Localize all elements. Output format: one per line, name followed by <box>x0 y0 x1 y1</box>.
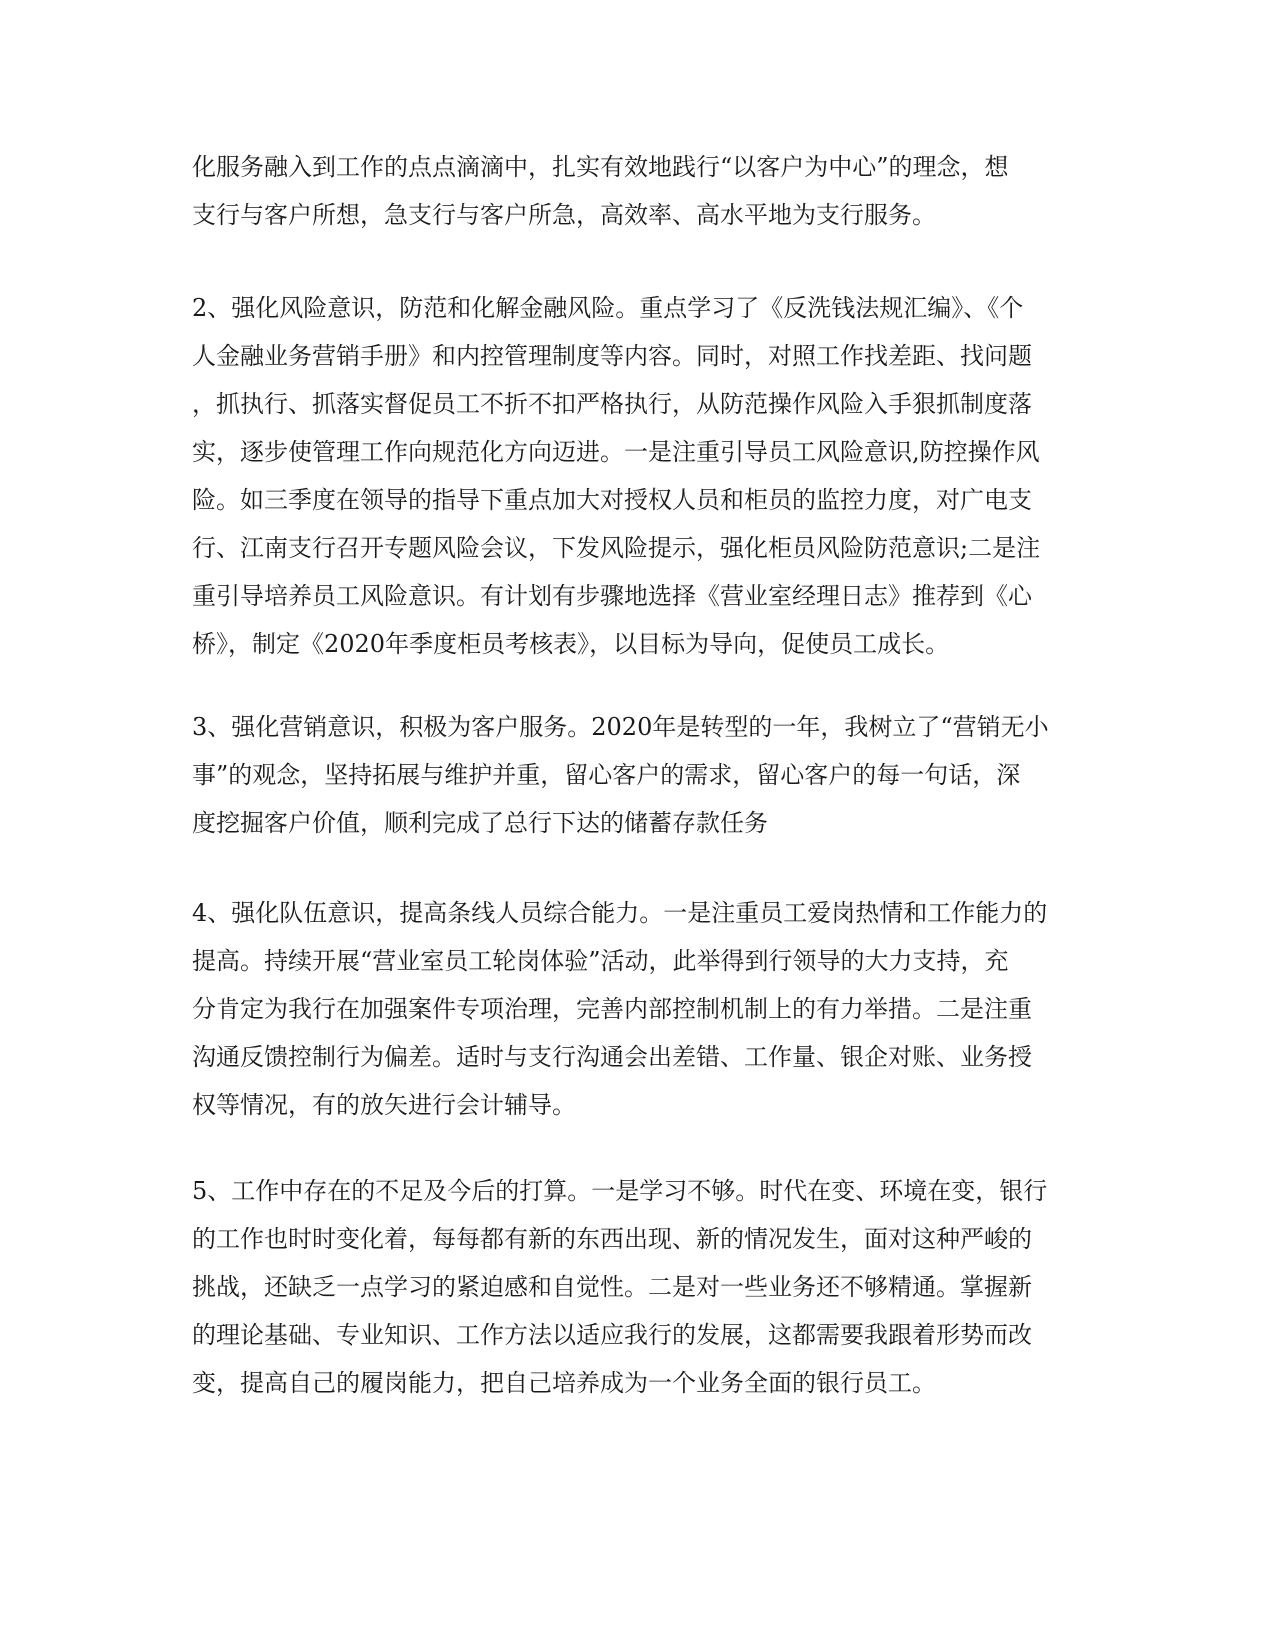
text-line: 重引导培养员工风险意识。有计划有步骤地选择《营业室经理日志》推荐到《心 <box>192 582 1032 610</box>
text-line: 支行与客户所想，急支行与客户所急，高效率、高水平地为支行服务。 <box>192 201 936 229</box>
paragraph-4 <box>192 889 1092 1129</box>
text-line: 沟通反馈控制行为偏差。适时与支行沟通会出差错、工作量、银企对账、业务授 <box>192 1043 1032 1071</box>
text-line: 度挖掘客户价值，顺利完成了总行下达的储蓄存款任务 <box>192 809 768 837</box>
text-line: 变，提高自己的履岗能力，把自己培养成为一个业务全面的银行员工。 <box>192 1369 936 1397</box>
text-line: 的工作也时时变化着，每每都有新的东西出现、新的情况发生，面对这种严峻的 <box>192 1225 1032 1253</box>
text-line: 挑战，还缺乏一点学习的紧迫感和自觉性。二是对一些业务还不够精通。掌握新 <box>192 1273 1032 1301</box>
text-line: 分肯定为我行在加强案件专项治理，完善内部控制机制上的有力举措。二是注重 <box>192 995 1032 1023</box>
paragraph-2 <box>192 284 1092 668</box>
text-line: 3、强化营销意识，积极为客户服务。2020年是转型的一年，我树立了“营销无小 <box>192 713 1049 741</box>
text-line: 的理论基础、专业知识、工作方法以适应我行的发展，这都需要我跟着形势而改 <box>192 1321 1032 1349</box>
text-line: 险。如三季度在领导的指导下重点加大对授权人员和柜员的监控力度，对广电支 <box>192 486 1032 514</box>
text-line: 权等情况，有的放矢进行会计辅导。 <box>192 1091 576 1119</box>
paragraph-5 <box>192 1167 1092 1407</box>
text-line: 提高。持续开展“营业室员工轮岗体验”活动，此举得到行领导的大力支持，充 <box>192 947 1009 975</box>
text-line: ，抓执行、抓落实督促员工不折不扣严格执行，从防范操作风险入手狠抓制度落 <box>192 390 1032 418</box>
paragraph-1 <box>192 143 1092 239</box>
text-line: 桥》，制定《2020年季度柜员考核表》，以目标为导向，促使员工成长。 <box>192 630 950 658</box>
text-line: 化服务融入到工作的点点滴滴中，扎实有效地践行“以客户为中心”的理念，想 <box>192 153 1009 181</box>
text-line: 2、强化风险意识，防范和化解金融风险。重点学习了《反洗钱法规汇编》、《个 <box>192 294 1024 322</box>
text-line: 事”的观念，坚持拓展与维护并重，留心客户的需求，留心客户的每一句话，深 <box>192 761 1021 789</box>
paragraph-3 <box>192 703 1092 847</box>
text-line: 人金融业务营销手册》和内控管理制度等内容。同时，对照工作找差距、找问题 <box>192 342 1032 370</box>
text-line: 行、江南支行召开专题风险会议，下发风险提示，强化柜员风险防范意识;二是注 <box>192 534 1041 562</box>
text-line: 5、工作中存在的不足及今后的打算。一是学习不够。时代在变、环境在变，银行 <box>192 1177 1048 1205</box>
text-line: 4、强化队伍意识，提高条线人员综合能力。一是注重员工爱岗热情和工作能力的 <box>192 899 1048 927</box>
text-line: 实，逐步使管理工作向规范化方向迈进。一是注重引导员工风险意识,防控操作风 <box>192 438 1040 466</box>
